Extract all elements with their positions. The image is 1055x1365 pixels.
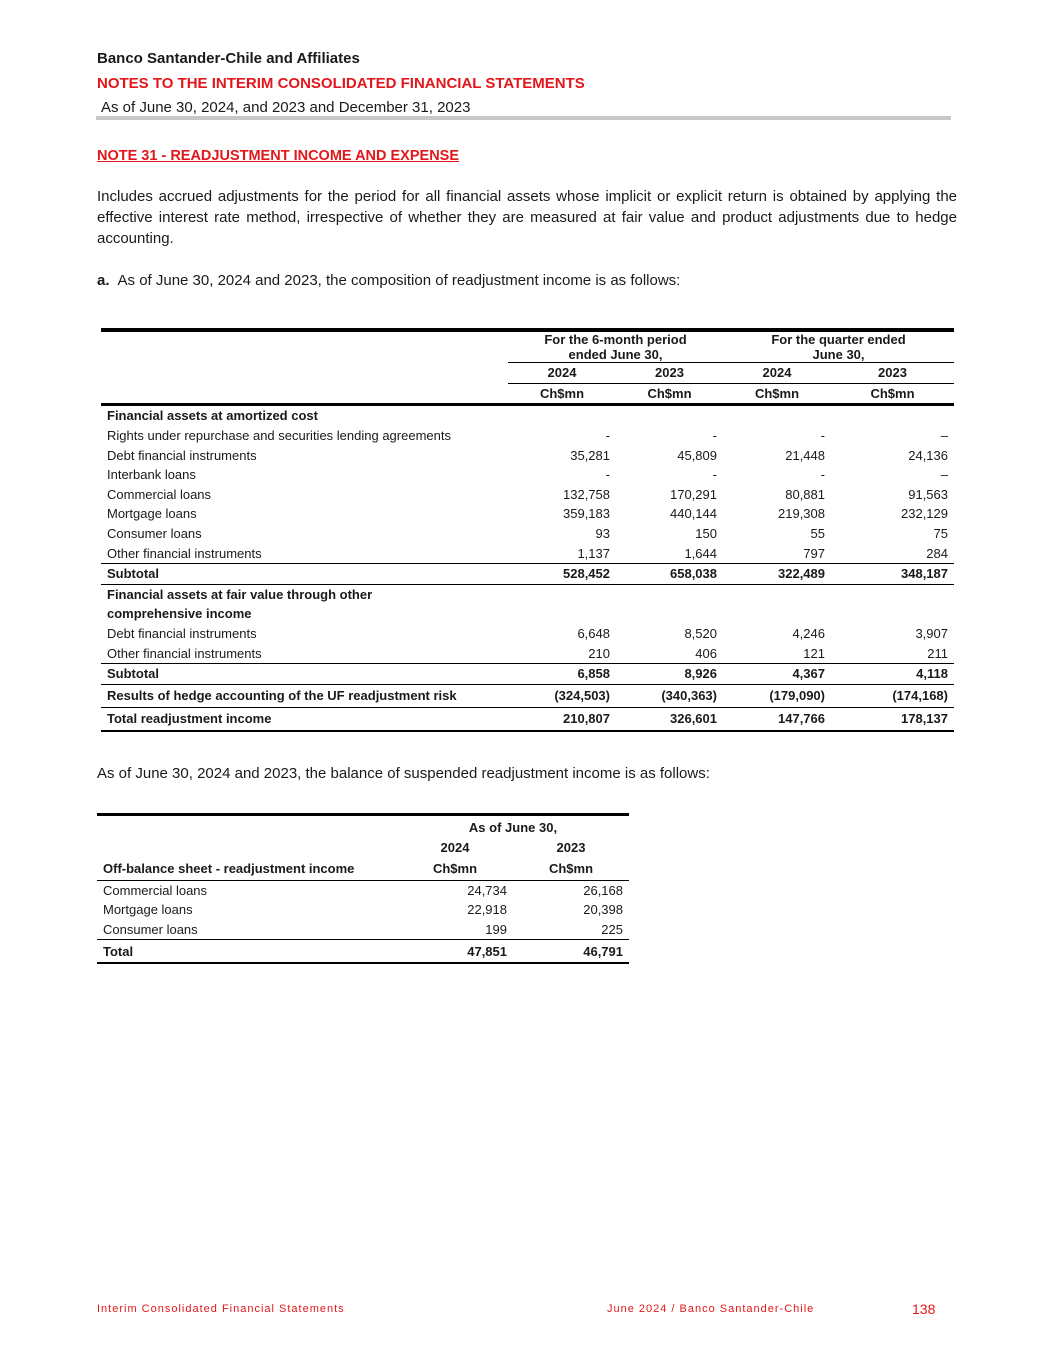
total-row: Total 47,851 46,791 xyxy=(97,940,629,964)
year-header: 2023 xyxy=(616,363,723,384)
item-a xyxy=(97,272,680,289)
unit-header-row xyxy=(101,383,954,405)
item-a-text: As of June 30, 2024 and 2023, the composition of readjustment income is as follows: xyxy=(117,272,681,289)
unit-header: Ch$mn xyxy=(548,861,594,877)
section-title-row xyxy=(101,604,954,624)
period-header-6m: For the 6-month period ended June 30, xyxy=(544,332,687,362)
unit-header: Ch$mn xyxy=(508,383,616,405)
readjustment-income-table xyxy=(101,328,954,732)
section-title-row xyxy=(101,405,954,426)
note-title: NOTE 31 - READJUSTMENT INCOME AND EXPENSE xyxy=(97,148,460,164)
date-line: As of June 30, 2024, and 2023 and December 31, 2023 xyxy=(101,99,471,116)
period-header-quarter: For the quarter ended June 30, xyxy=(771,332,906,362)
notes-title: NOTES TO THE INTERIM CONSOLIDATED FINANCIAL STATEMENTS xyxy=(97,75,585,92)
page-number: 138 xyxy=(912,1301,936,1317)
hedge-row: Results of hedge accounting of the UF readjustment risk (324,503) (340,363) (179,090) (174,168) xyxy=(101,684,954,707)
section-title: comprehensive income xyxy=(107,606,252,622)
year-header: 2024 xyxy=(508,363,616,384)
year-header: 2023 xyxy=(831,363,954,384)
unit-header: Ch$mn xyxy=(616,383,723,405)
year-header-row xyxy=(101,363,954,384)
table-row: Commercial loans 24,734 26,168 xyxy=(97,880,629,900)
table-row: Consumer loans 199 225 xyxy=(103,922,623,938)
suspended-income-table xyxy=(97,813,629,964)
header-rule xyxy=(96,116,951,120)
table-row: Consumer loans 93 150 55 75 xyxy=(107,526,948,542)
period-header: As of June 30, xyxy=(468,819,558,835)
label-header: Off-balance sheet - readjustment income xyxy=(103,861,355,877)
unit-header: Ch$mn xyxy=(723,383,831,405)
table-row: Rights under repurchase and securities lending agreements - - - – xyxy=(107,428,948,444)
unit-header: Ch$mn xyxy=(432,861,478,877)
table-row: Commercial loans 132,758 170,291 80,881 91,563 xyxy=(107,486,948,502)
section-title: Financial assets at fair value through other xyxy=(107,586,373,602)
total-row: Total readjustment income 210,807 326,601 147,766 178,137 xyxy=(101,707,954,731)
section-title-row xyxy=(101,584,954,604)
section-title: Financial assets at amortized cost xyxy=(101,405,508,426)
intro-paragraph: Includes accrued adjustments for the period for all financial assets whose implicit or explicit return is obtained by applying the effective interest rate method, irrespective of whether they are measured at fair value and product adjustments due to hedge accounting. xyxy=(97,188,957,247)
year-header: 2024 xyxy=(440,840,470,856)
table-row: Other financial instruments 210 406 121 211 xyxy=(107,645,948,661)
footer-document-title: Interim Consolidated Financial Statements xyxy=(97,1303,345,1315)
year-header: 2024 xyxy=(723,363,831,384)
subtotal-row: Subtotal 6,858 8,926 4,367 4,118 xyxy=(101,663,954,684)
footer-period: June 2024 / Banco Santander-Chile xyxy=(607,1303,815,1315)
item-a-label: a. xyxy=(97,272,110,289)
year-header: 2023 xyxy=(556,840,586,856)
table-row: Other financial instruments 1,137 1,644 797 284 xyxy=(107,545,948,561)
table-row: Interbank loans - - - – xyxy=(107,467,948,483)
unit-header: Ch$mn xyxy=(831,383,954,405)
subtotal-row: Subtotal 528,452 658,038 322,489 348,187 xyxy=(101,563,954,584)
table-row: Debt financial instruments 6,648 8,520 4,246 3,907 xyxy=(107,626,948,642)
table-row: Debt financial instruments 35,281 45,809 21,448 24,136 xyxy=(107,447,948,463)
table-row: Mortgage loans 359,183 440,144 219,308 232,129 xyxy=(107,506,948,522)
table-row: Mortgage loans 22,918 20,398 xyxy=(103,902,623,918)
suspended-income-paragraph: As of June 30, 2024 and 2023, the balance of suspended readjustment income is as follows: xyxy=(97,765,710,782)
company-name: Banco Santander-Chile and Affiliates xyxy=(97,50,360,67)
